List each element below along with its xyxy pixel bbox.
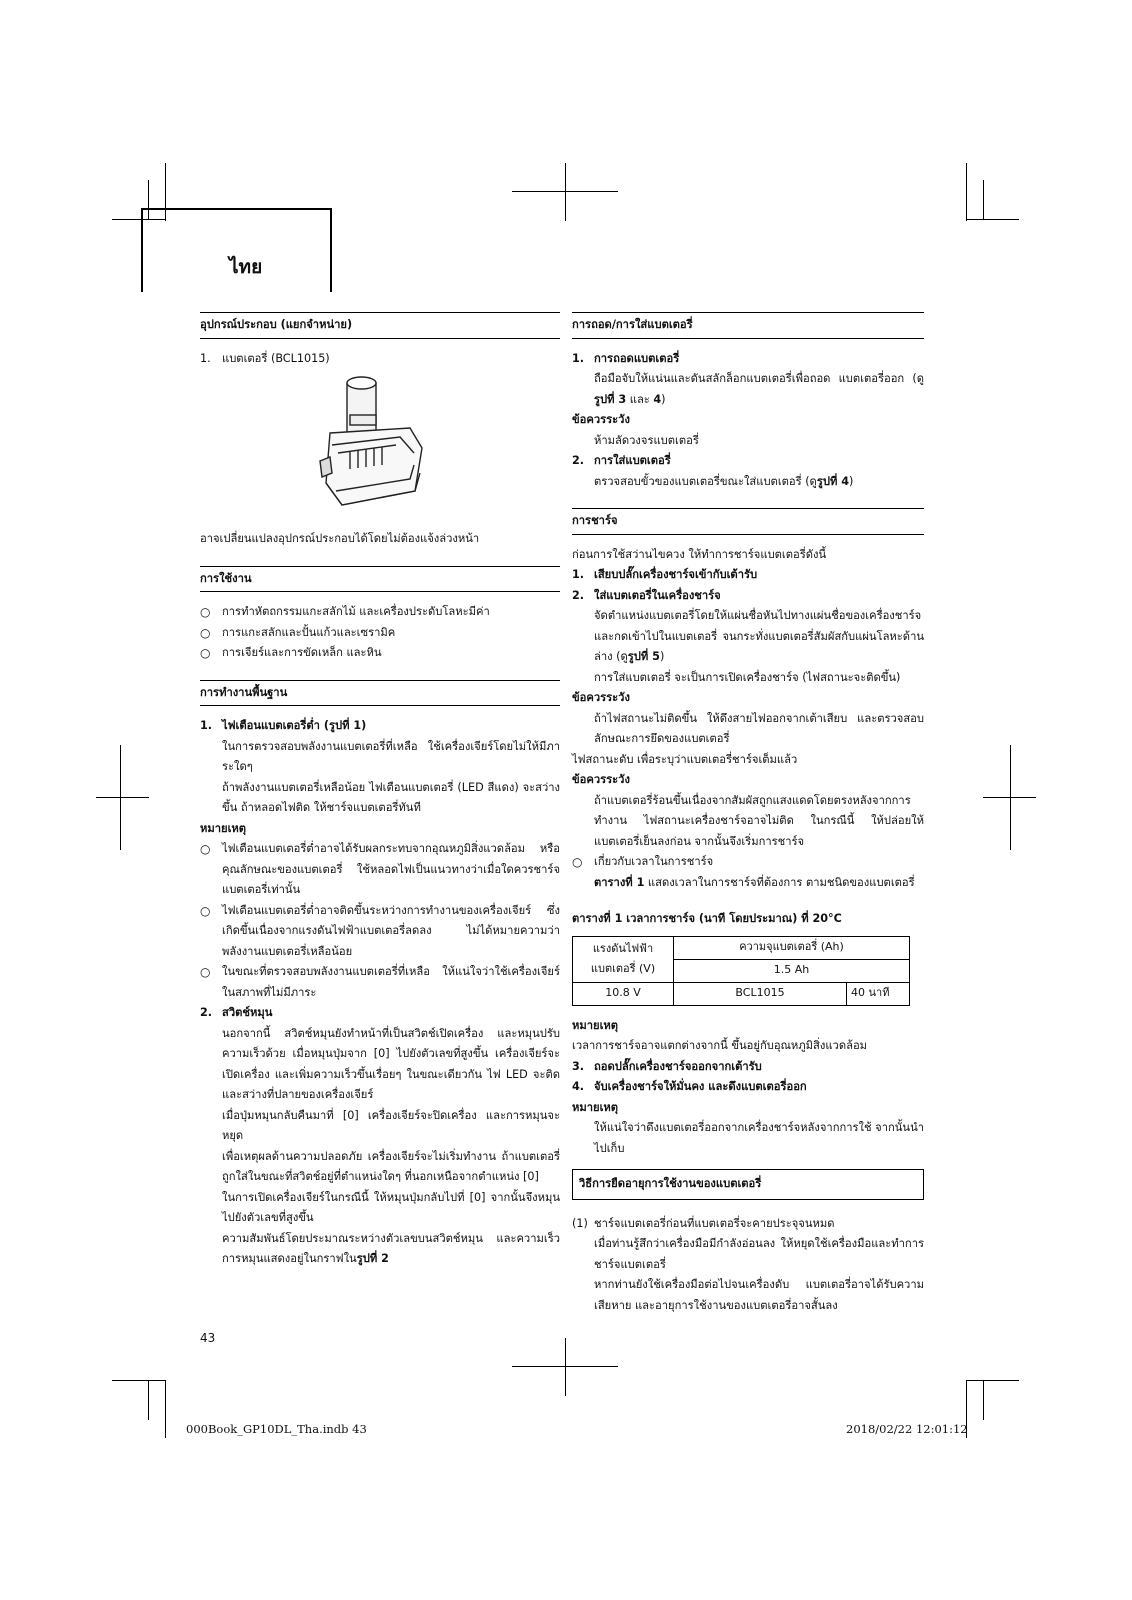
paragraph: ความสัมพันธ์โดยประมาณระหว่างตัวเลขบนสวิตช์หมุน และความเร็วการหมุนแสดงอยู่ในกราฟในรูปที่ 2 xyxy=(222,1231,560,1265)
paragraph: ถ้าแบตเตอรี่ร้อนขึ้นเนื่องจากสัมผัสถูกแสงแดดโดยตรงหลังจากการทำงาน ไฟสถานะเครื่องชาร์จอาจไม่ติด ในกรณีนี้ ให้ปล่อยให้แบตเตอรี่เย็นลงก่อน จากนั้นจึงเริ่มการชาร์จ xyxy=(594,793,924,848)
list-item: 1. แบตเตอรี่ (BCL1015) xyxy=(200,351,330,365)
list-item: 1. เสียบปลั๊กเครื่องชาร์จเข้ากับเต้ารับ xyxy=(572,568,758,581)
paragraph: ในการเปิดเครื่องเจียร์ในกรณีนี้ ให้หมุนปุ่มกลับไปที่ [0] จากนั้นจึงหมุนไปยังตัวเลขที่สูงขึ้น xyxy=(222,1190,560,1224)
paragraph: ถ้าไฟสถานะไม่ติดขึ้น ให้ดึงสายไฟออกจากเต้าเสียบ และตรวจสอบลักษณะการยึดของแบตเตอรี่ xyxy=(594,711,924,745)
paragraph: ถือมือจับให้แน่นและดันสลักล็อกแบตเตอรี่เพื่อถอด แบตเตอรี่ออก (ดูรูปที่ 3 และ 4) xyxy=(594,372,924,406)
list-item: 1. ไฟเตือนแบตเตอรี่ต่ำ (รูปที่ 1) xyxy=(200,719,367,732)
table-cell: 40 นาที xyxy=(847,982,910,1005)
list-item: ○ การเจียร์และการขัดเหล็ก และหิน xyxy=(200,646,382,660)
table-cell: 10.8 V xyxy=(573,982,674,1005)
paragraph: ถ้าพลังงานแบตเตอรี่เหลือน้อย ไฟเตือนแบตเตอรี่ (LED สีแดง) จะสว่างขึ้น ถ้าหลอดไฟติด ให้ชาร์จแบตเตอรี่ทันที xyxy=(222,780,560,814)
accessories-note: อาจเปลี่ยนแปลงอุปกรณ์ประกอบได้โดยไม่ต้องแจ้งล่วงหน้า xyxy=(200,532,480,545)
section-heading-basic-operation: การทำงานพื้นฐาน xyxy=(200,680,560,707)
crop-mark xyxy=(565,163,566,221)
paragraph: เมื่อปุ่มหมุนกลับคืนมาที่ [0] เครื่องเจียร์จะปิดเครื่อง และการหมุนจะหยุด xyxy=(222,1108,560,1142)
paragraph: ตารางที่ 1 แสดงเวลาในการชาร์จที่ต้องการ ตามชนิดของแบตเตอรี่ xyxy=(594,875,915,889)
section-heading-charging: การชาร์จ xyxy=(572,508,924,535)
note-heading: หมายเหตุ xyxy=(572,1100,619,1114)
list-item: 2. ใส่แบตเตอรี่ในเครื่องชาร์จ xyxy=(572,588,721,602)
paragraph: นอกจากนี้ สวิตช์หมุนยังทำหน้าที่เป็นสวิตช์เปิดเครื่อง และหมุนปรับความเร็วด้วย เมื่อหมุนปุ่มจาก [0] ไปยังตัวเลขที่สูงขึ้น เครื่องเจียร์จะเปิดเครื่อง และเพิ่มความเร็วขึ้นเรื่อยๆ ในขณะเดียวกัน ไฟ LED จะติด และสว่างที่ปลายของเครื่องเจียร์ xyxy=(222,1026,560,1101)
list-item: ○ การแกะสลักและปั้นแก้วและเซรามิค xyxy=(200,625,396,640)
note-heading: หมายเหตุ xyxy=(200,821,247,835)
charging-time-table xyxy=(572,936,910,1006)
table-header-cell: แรงดันไฟฟ้า แบตเตอรี่ (V) xyxy=(573,936,674,982)
crop-mark xyxy=(983,797,1036,798)
paragraph: การใส่แบตเตอรี่ จะเป็นการเปิดเครื่องชาร์จ (ไฟสถานะจะติดขึ้น) xyxy=(594,670,901,684)
paragraph: จัดตำแหน่งแบตเตอรี่โดยให้แผ่นชื่อหันไปทางแผ่นชื่อของเครื่องชาร์จ และกดเข้าไปในแบตเตอรี่ จนกระทั่งแบตเตอรี่สัมผัสกับแผ่นโลหะด้านล่าง (ดูรูปที่ 5) xyxy=(594,609,924,663)
crop-mark xyxy=(148,1380,149,1420)
section-heading-removal: การถอด/การใส่แบตเตอรี่ xyxy=(572,312,924,339)
battery-illustration xyxy=(200,373,560,521)
list-item: (1) ชาร์จแบตเตอรี่ก่อนที่แบตเตอรี่จะคายประจุจนหมด xyxy=(572,1216,835,1230)
paragraph: ก่อนการใช้สว่านไขควง ให้ทำการชาร์จแบตเตอรี่ดังนี้ xyxy=(572,547,827,561)
list-item: ○ ไฟเตือนแบตเตอรี่ต่ำอาจได้รับผลกระทบจากอุณหภูมิสิ่งแวดล้อม หรือคุณลักษณะของแบตเตอรี่ ใช้หลอดไฟเป็นแนวทางว่าเมื่อใดควรชาร์จแบตเตอรี่เท่านั้น xyxy=(200,842,560,896)
crop-mark xyxy=(966,163,967,221)
battery-image xyxy=(200,373,560,521)
caution-heading: ข้อควรระวัง xyxy=(572,691,630,704)
list-item: 3. ถอดปลั๊กเครื่องชาร์จออกจากเต้ารับ xyxy=(572,1059,762,1073)
table-cell: BCL1015 xyxy=(674,982,847,1005)
caution-heading: ข้อควรระวัง xyxy=(572,413,630,426)
caution-heading: ข้อควรระวัง xyxy=(572,773,630,786)
paragraph: ให้แน่ใจว่าดึงแบตเตอรี่ออกจากเครื่องชาร์จหลังจากการใช้ จากนั้นนำไปเก็บ xyxy=(594,1121,924,1155)
paragraph: ตรวจสอบขั้วของแบตเตอรี่ขณะใส่แบตเตอรี่ (ดูรูปที่ 4) xyxy=(594,474,854,488)
crop-mark xyxy=(512,1366,618,1367)
footer-timestamp: 2018/02/22 12:01:12 xyxy=(846,1422,968,1436)
paragraph: ไฟสถานะดับ เพื่อระบุว่าแบตเตอรี่ชาร์จเต็มแล้ว xyxy=(572,752,798,766)
paragraph: เมื่อท่านรู้สึกว่าเครื่องมือมีกำลังอ่อนลง ให้หยุดใช้เครื่องมือและทำการชาร์จแบตเตอรี่ xyxy=(594,1237,924,1271)
paragraph: เพื่อเหตุผลด้านความปลอดภัย เครื่องเจียร์จะไม่เริ่มทำงาน ถ้าแบตเตอรี่ถูกใส่ในขณะที่สวิตช์อยู่ที่ตำแหน่งใดๆ ที่นอกเหนือจากตำแหน่ง [0] xyxy=(222,1149,560,1183)
note-heading: หมายเหตุ xyxy=(572,1018,619,1032)
crop-mark xyxy=(966,1380,1019,1381)
paragraph: เวลาการชาร์จอาจแตกต่างจากนี้ ขึ้นอยู่กับอุณหภูมิสิ่งแวดล้อม xyxy=(572,1039,868,1052)
crop-mark xyxy=(966,219,1019,220)
section-heading-applications: การใช้งาน xyxy=(200,566,560,593)
crop-mark xyxy=(565,1338,566,1396)
list-item: 2. การใส่แบตเตอรี่ xyxy=(572,454,671,467)
paragraph: ห้ามลัดวงจรแบตเตอรี่ xyxy=(594,433,699,447)
list-item: ○ การทำหัตถกรรมแกะสลักไม้ และเครื่องประดับโลหะมีค่า xyxy=(200,605,490,619)
page-number: 43 xyxy=(200,1331,216,1345)
list-item: 2. สวิตช์หมุน xyxy=(200,1006,273,1019)
list-item: ○ ไฟเตือนแบตเตอรี่ต่ำอาจติดขึ้นระหว่างการทำงานของเครื่องเจียร์ ซึ่งเกิดขึ้นเนื่องจากแรงดันไฟฟ้าแบตเตอรี่ลดลง ไม่ได้หมายความว่าพลังงานแบตเตอรี่เหลือน้อย xyxy=(200,903,560,958)
list-item: ○ เกี่ยวกับเวลาในการชาร์จ xyxy=(572,855,714,869)
crop-mark xyxy=(112,1380,165,1381)
section-heading-battery-life: วิธีการยืดอายุการใช้งานของแบตเตอรี่ xyxy=(572,1169,924,1200)
list-item: 1. การถอดแบตเตอรี่ xyxy=(572,351,680,365)
list-item: ○ ในขณะที่ตรวจสอบพลังงานแบตเตอรี่ที่เหลือ ให้แน่ใจว่าใช้เครื่องเจียร์ในสภาพที่ไม่มีภาระ xyxy=(200,965,560,999)
table-header-cell: ความจุแบตเตอรี่ (Ah) xyxy=(674,936,910,959)
paragraph: ในการตรวจสอบพลังงานแบตเตอรี่ที่เหลือ ใช้เครื่องเจียร์โดยไม่ให้มีภาระใดๆ xyxy=(222,739,560,773)
crop-mark xyxy=(96,797,149,798)
crop-mark xyxy=(983,1380,984,1420)
table-caption: ตารางที่ 1 เวลาการชาร์จ (นาที โดยประมาณ) ที่ 20°C xyxy=(572,912,842,925)
footer-filename: 000Book_GP10DL_Tha.indb 43 xyxy=(186,1422,367,1436)
crop-mark xyxy=(983,180,984,220)
language-tab: ไทย xyxy=(229,256,263,278)
left-column xyxy=(200,312,560,1270)
crop-mark xyxy=(512,191,618,192)
crop-mark xyxy=(165,1380,166,1438)
table-header-cell: 1.5 Ah xyxy=(674,959,910,982)
section-heading-accessories: อุปกรณ์ประกอบ (แยกจำหน่าย) xyxy=(200,312,560,339)
paragraph: หากท่านยังใช้เครื่องมือต่อไปจนเครื่องดับ แบตเตอรี่อาจได้รับความเสียหาย และอายุการใช้งานของแบตเตอรี่อาจสั้นลง xyxy=(594,1278,924,1312)
list-item: 4. จับเครื่องชาร์จให้มั่นคง และดึงแบตเตอรี่ออก xyxy=(572,1080,807,1093)
right-column xyxy=(572,312,924,1316)
